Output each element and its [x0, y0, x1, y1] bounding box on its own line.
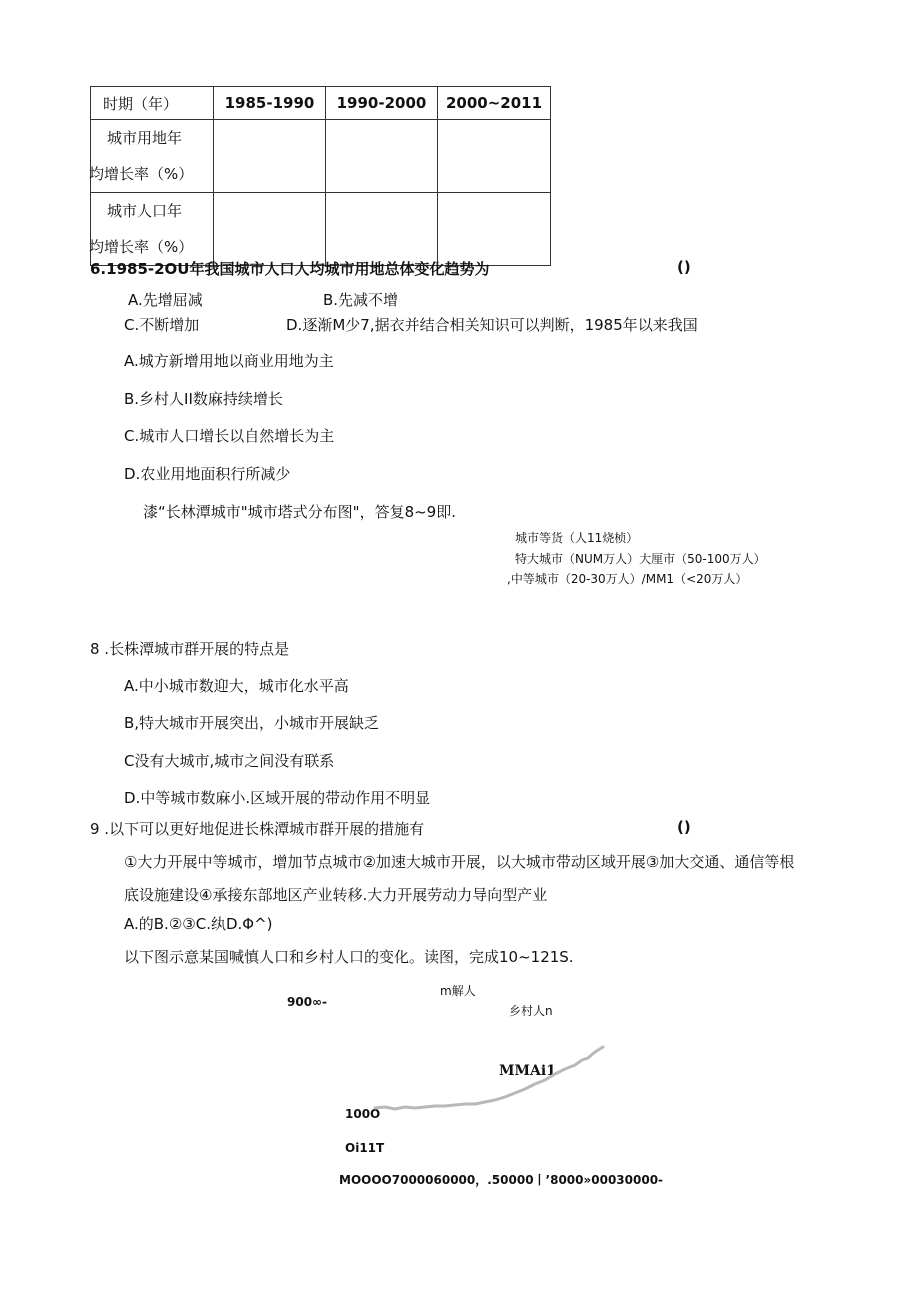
row-label-population-line2: 均增长率（%） — [89, 238, 194, 256]
q6-option-a: A.先增屈减 — [128, 291, 203, 309]
table-cell — [214, 193, 326, 266]
figure-label-bottom: MOOOO7000060000，.50000丨’8000»00030000- — [339, 1173, 664, 1187]
q9-options: A.的B.②③C.纨D.Φ^) — [124, 915, 273, 933]
legend-line1: 特大城市（NUM万人）大厘市（50-100万人） — [515, 552, 766, 566]
q9-stem: 9 .以下可以更好地促进长株潭城市群开展的措施有 — [90, 820, 425, 838]
q9-statement-line2: 底设施建设④承接东部地区产业转移.大力开展劳动力导向型产业 — [124, 886, 548, 904]
q6-option-b: B.先减不增 — [323, 291, 399, 309]
table-header-period: 时期（年） — [91, 87, 214, 120]
population-curve-line — [375, 1047, 603, 1109]
q6-option-d: D.逐渐M少7,据衣并结合相关知识可以判断，1985年以来我国 — [286, 316, 698, 334]
table-cell — [326, 193, 438, 266]
legend-title: 城市等货（人11烧桢） — [515, 531, 639, 545]
row-label-population — [91, 193, 214, 266]
q7-option-a: A.城方新增用地以商业用地为主 — [124, 352, 334, 370]
figure-label-oi: Oi11T — [345, 1141, 385, 1155]
figure-label-rural: 乡村人n — [509, 1004, 553, 1018]
table-row — [91, 120, 551, 193]
table-header-col2: 1990-2000 — [326, 87, 438, 120]
table-cell — [326, 120, 438, 193]
q7-option-c: C.城市人口增长以自然增长为主 — [124, 427, 335, 445]
table-header-row — [91, 87, 551, 120]
figure-label-urban: m解人 — [440, 984, 476, 998]
q6-paren: () — [677, 258, 691, 276]
q8-option-b: B,特大城市开展突出，小城市开展缺乏 — [124, 714, 380, 732]
q8-option-a: A.中小城市数迎大，城市化水平高 — [124, 677, 349, 695]
table-cell — [438, 193, 551, 266]
q6-option-c: C.不断增加 — [124, 316, 200, 334]
figure-label-900: 900∞- — [287, 995, 328, 1009]
row-label-land-line1: 城市用地年 — [107, 129, 183, 147]
figure-label-1000: 100O — [345, 1107, 381, 1121]
q7-option-d: D.农业用地面积行所减少 — [124, 465, 291, 483]
figure-label-mmai: MMAi1 — [499, 1063, 556, 1079]
table-cell — [214, 120, 326, 193]
intro-10-12: 以下图示意某国喊慎人口和乡村人口的变化。读图，完成10~121S. — [124, 948, 574, 966]
table-cell — [438, 120, 551, 193]
q7-option-b: B.乡村人II数麻持续增长 — [124, 390, 283, 408]
q9-paren: () — [677, 818, 691, 836]
table-header-col1: 1985-1990 — [214, 87, 326, 120]
row-label-land-line2: 均增长率（%） — [89, 165, 194, 183]
q6-stem: 6.1985-2OU年我国城市人口人均城市用地总体变化趋势为 — [90, 260, 490, 278]
q9-statement-line1: ①大力开展中等城市，增加节点城市②加速大城市开展，以大城市带动区域开展③加大交通、通信等根 — [124, 853, 795, 871]
row-label-land — [91, 120, 214, 193]
table-row — [91, 193, 551, 266]
population-curve — [360, 1040, 610, 1120]
row-label-population-line1: 城市人口年 — [107, 202, 183, 220]
growth-rate-table — [90, 86, 551, 266]
q8-stem: 8 .长株潭城市群开展的特点是 — [90, 640, 290, 658]
q8-option-d: D.中等城市数麻小.区域开展的带动作用不明显 — [124, 789, 431, 807]
table-header-col3: 2000~2011 — [438, 87, 551, 120]
intro-8-9: 漆“长林潭城市"城市塔式分布图"，答复8~9即. — [143, 503, 456, 521]
q8-option-c: C没有大城市,城市之间没有联系 — [124, 752, 335, 770]
legend-line2: ,中等城市（20-30万人）/MM1（<20万人） — [507, 572, 748, 586]
